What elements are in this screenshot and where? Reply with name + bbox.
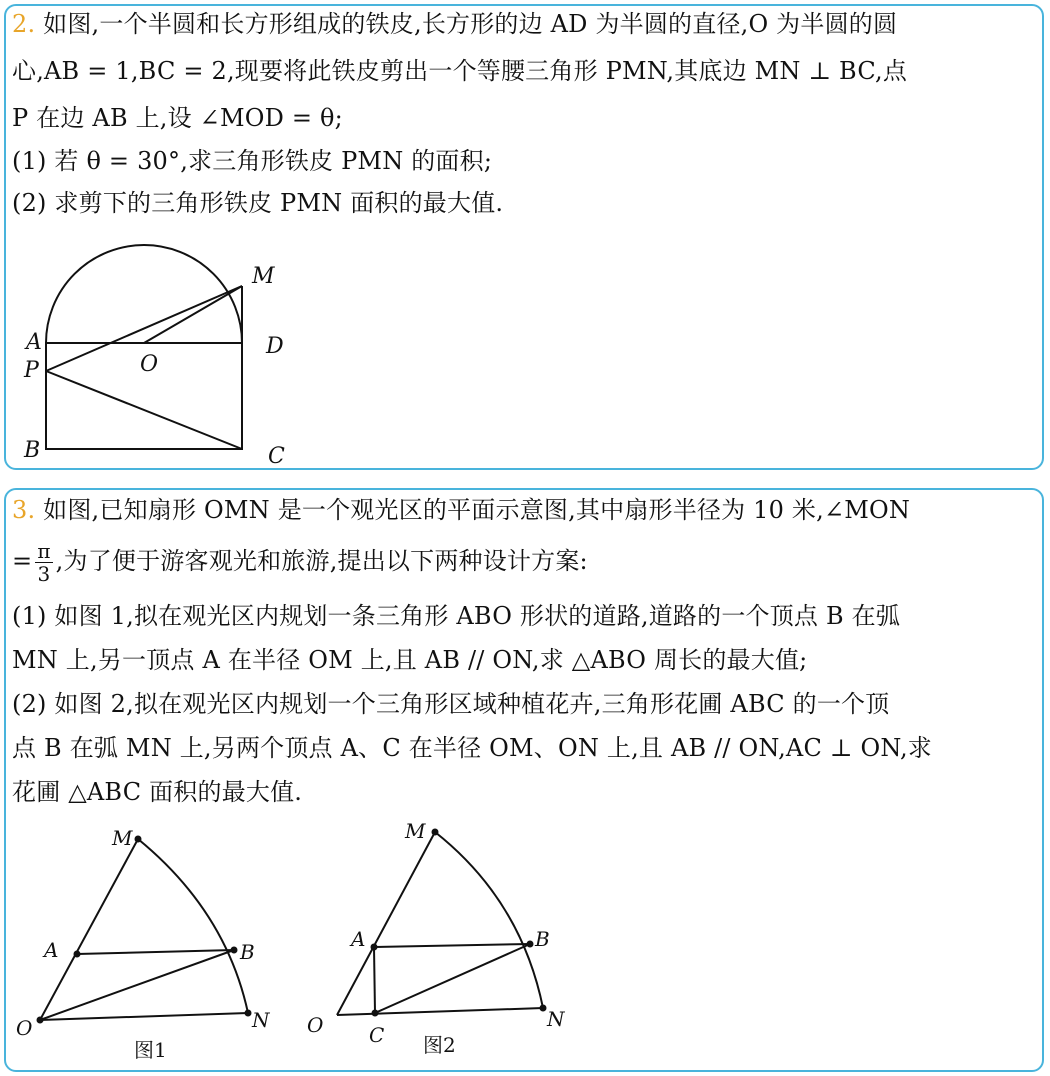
fig1-radius-on	[40, 1013, 248, 1020]
fig1-label-n: N	[252, 1008, 270, 1032]
fig2-label-b: B	[535, 927, 550, 951]
fig2-point-c	[372, 1010, 379, 1017]
problem-3-card	[4, 488, 1044, 1072]
segment-pn	[46, 371, 242, 449]
problem-2-part-1: (1) 若 θ = 30°,求三角形铁皮 PMN 的面积;	[12, 147, 493, 175]
label-b: B	[24, 438, 41, 463]
problem-2-figure	[16, 231, 316, 469]
fig2-label-a: A	[351, 927, 366, 951]
problem-3-line-2: = $\frac{\pi}{3}$ ,为了便于游客观光和旅游,提出以下两种设计方案:	[12, 539, 588, 586]
label-d: D	[266, 334, 284, 359]
fig2-label-m: M	[405, 819, 426, 843]
fraction-pi-over-3: $\frac{\pi}{3}$	[37, 539, 51, 586]
fig2-caption: 图2	[423, 1033, 456, 1057]
problem-3-part-2-line-1: (2) 如图 2,拟在观光区内规划一个三角形区域种植花卉,三角形花圃 ABC 的一个顶	[12, 690, 890, 718]
label-a: A	[26, 330, 42, 355]
problem-2-number: 2.	[12, 10, 36, 38]
segment-om	[144, 286, 242, 343]
label-m: M	[252, 264, 275, 289]
fig1-caption: 图1	[134, 1038, 167, 1062]
label-o: O	[140, 352, 159, 377]
problem-2-line-3: P 在边 AB 上,设 ∠MOD = θ;	[12, 104, 343, 132]
problem-3-part-1-line-2: MN 上,另一顶点 A 在半径 OM 上,且 AB // ON,求 △ABO 周长的最大值;	[12, 646, 808, 674]
fig1-label-o: O	[16, 1016, 33, 1040]
fig1-point-m	[135, 836, 142, 843]
problem-3-part-2-line-2: 点 B 在弧 MN 上,另两个顶点 A、C 在半径 OM、ON 上,且 AB // ON,AC ⊥ ON,求	[12, 734, 933, 762]
label-c: C	[268, 444, 285, 469]
fig2-label-c: C	[369, 1023, 385, 1047]
fig2-label-o: O	[307, 1013, 324, 1037]
fig1-segment-ab	[77, 950, 234, 954]
fig2-arc-mn	[435, 832, 543, 1008]
fig1-label-m: M	[112, 826, 133, 850]
fig1-radius-om	[40, 839, 138, 1020]
fig1-point-o	[37, 1017, 44, 1024]
fig2-segment-ac	[374, 947, 375, 1013]
fig2-radius-om	[337, 832, 435, 1015]
problem-2-card	[4, 4, 1044, 470]
fig2-point-m	[432, 829, 439, 836]
fig1-label-a: A	[44, 938, 59, 962]
problem-3-part-2-line-3: 花圃 △ABC 面积的最大值.	[12, 778, 303, 806]
problem-2-part-2: (2) 求剪下的三角形铁皮 PMN 面积的最大值.	[12, 189, 504, 217]
problem-2-line-2: 心,AB = 1,BC = 2,现要将此铁皮剪出一个等腰三角形 PMN,其底边 MN ⊥ BC,点	[12, 57, 908, 85]
fig1-segment-ob	[40, 950, 234, 1020]
problem-2-line-1: 2. 如图,一个半圆和长方形组成的铁皮,长方形的边 AD 为半圆的直径,O 为半圆的圆	[12, 10, 898, 38]
fig1-arc-mn	[138, 839, 248, 1013]
problem-3-number: 3.	[12, 496, 36, 524]
fig1-point-b	[231, 947, 238, 954]
fig2-point-n	[540, 1005, 547, 1012]
figure-1	[6, 815, 306, 1070]
problem-3-line-1: 3. 如图,已知扇形 OMN 是一个观光区的平面示意图,其中扇形半径为 10 米,∠MON	[12, 496, 911, 524]
problem-3-part-1-line-1: (1) 如图 1,拟在观光区内规划一条三角形 ABO 形状的道路,道路的一个顶点 B 在弧	[12, 602, 901, 630]
figure-2	[301, 810, 581, 1065]
label-p: P	[24, 358, 39, 383]
fig2-radius-on	[337, 1008, 543, 1015]
fig2-segment-ab	[374, 944, 530, 947]
fig2-point-a	[371, 944, 378, 951]
fig1-label-b: B	[240, 940, 255, 964]
fig2-segment-cb	[375, 944, 530, 1013]
fig1-point-n	[245, 1010, 252, 1017]
fig1-point-a	[74, 951, 81, 958]
fig2-label-n: N	[547, 1007, 565, 1031]
fig2-point-b	[527, 941, 534, 948]
